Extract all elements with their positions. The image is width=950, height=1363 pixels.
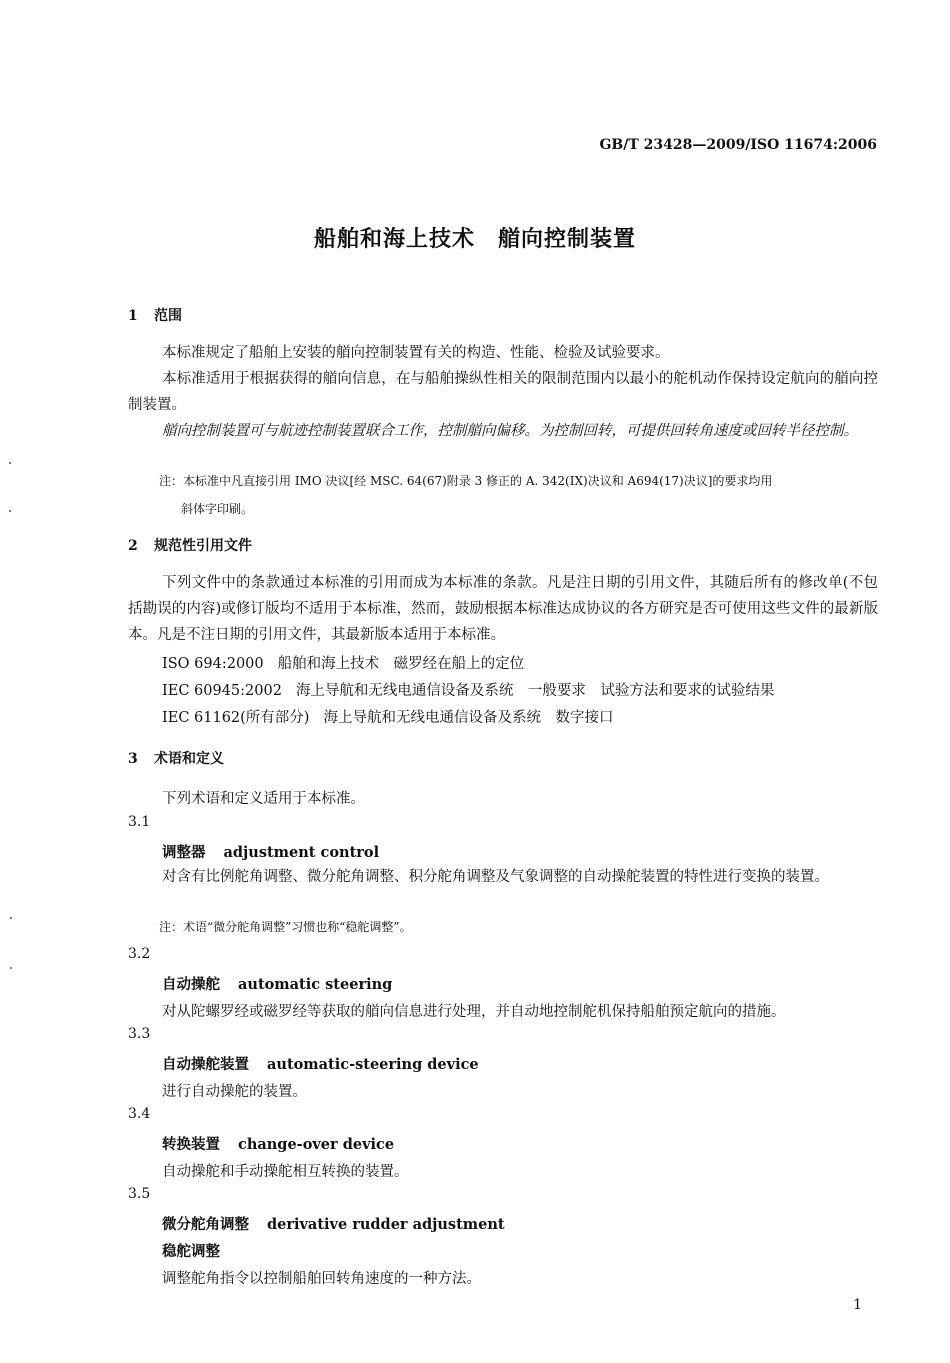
section-1-heading — [128, 305, 182, 325]
term-en: automatic-steering device — [267, 1056, 479, 1073]
scan-speck — [9, 462, 11, 464]
section-1-paragraph-1: 本标准规定了船舶上安装的艏向控制装置有关的构造、性能、检验及试验要求。 — [162, 345, 670, 361]
reference-code: IEC 61162(所有部分) — [162, 710, 310, 726]
term-heading — [162, 841, 379, 862]
scan-speck — [10, 917, 12, 919]
reference-item — [162, 652, 524, 673]
term-definition: 对含有比例舵角调整、微分舵角调整、积分舵角调整及气象调整的自动操舵装置的特性进行变换的装置。 — [162, 869, 829, 885]
page-number: 1 — [853, 1297, 862, 1313]
term-heading — [162, 1213, 505, 1234]
section-2-paragraph-1: 下列文件中的条款通过本标准的引用而成为本标准的条款。凡是注日期的引用文件，其随后所有的修改单(不包括勘误的内容)或修订版均不适用于本标准，然而，鼓励根据本标准达成协议的各方研究是否可使用这些文件的最新版本。凡是不注日期的引用文件，其最新版本适用于本标准。 — [128, 575, 878, 643]
term-en: change-over device — [238, 1136, 395, 1153]
term-en: automatic steering — [238, 976, 393, 993]
section-1-note-continued: 斜体字印刷。 — [181, 502, 254, 516]
reference-item — [162, 706, 613, 727]
term-zh: 转换装置 — [162, 1136, 220, 1153]
section-3-heading — [128, 748, 224, 768]
term-alternative: 稳舵调整 — [162, 1243, 220, 1260]
term-zh: 自动操舵装置 — [162, 1056, 249, 1073]
term-en: derivative rudder adjustment — [267, 1216, 505, 1233]
term-heading — [162, 1053, 479, 1074]
section-3-paragraph-1: 下列术语和定义适用于本标准。 — [162, 791, 365, 807]
term-number: 3.2 — [128, 946, 151, 962]
section-1-paragraph-2: 本标准适用于根据获得的艏向信息，在与船舶操纵性相关的限制范围内以最小的舵机动作保持设定航向的艏向控制装置。 — [128, 371, 878, 413]
scan-speck — [10, 967, 12, 969]
document-title: 船舶和海上技术 艏向控制装置 — [313, 226, 636, 252]
term-number: 3.5 — [128, 1186, 151, 1202]
section-title: 范围 — [154, 308, 182, 324]
section-number: 1 — [128, 308, 138, 324]
term-zh: 自动操舵 — [162, 976, 220, 993]
section-title: 术语和定义 — [154, 751, 224, 767]
section-2-heading — [128, 535, 252, 555]
term-definition: 自动操舵和手动操舵相互转换的装置。 — [162, 1164, 409, 1180]
term-zh: 调整器 — [162, 844, 206, 861]
scan-speck — [9, 510, 11, 512]
term-heading — [162, 1133, 394, 1154]
term-en: adjustment control — [223, 844, 380, 861]
section-number: 3 — [128, 751, 138, 767]
section-title: 规范性引用文件 — [154, 538, 252, 554]
reference-title: 海上导航和无线电通信设备及系统 数字接口 — [323, 710, 614, 726]
term-note: 注：术语“微分舵角调整”习惯也称“稳舵调整”。 — [159, 920, 412, 934]
term-heading — [162, 973, 392, 994]
reference-title: 海上导航和无线电通信设备及系统 一般要求 试验方法和要求的试验结果 — [295, 683, 775, 699]
reference-code: IEC 60945:2002 — [162, 683, 282, 699]
term-definition: 进行自动操舵的装置。 — [162, 1084, 307, 1100]
reference-item — [162, 679, 774, 700]
term-number: 3.4 — [128, 1106, 151, 1122]
section-number: 2 — [128, 538, 138, 554]
term-zh: 微分舵角调整 — [162, 1216, 249, 1233]
term-number: 3.3 — [128, 1026, 151, 1042]
standard-number: GB/T 23428—2009/ISO 11674:2006 — [599, 137, 877, 153]
section-1-paragraph-3: 艏向控制装置可与航迹控制装置联合工作，控制艏向偏移。为控制回转，可提供回转角速度或回转半径控制。 — [162, 423, 858, 439]
term-number: 3.1 — [128, 814, 151, 830]
term-definition: 对从陀螺罗经或磁罗经等获取的艏向信息进行处理，并自动地控制舵机保持船舶预定航向的措施。 — [162, 1004, 786, 1020]
reference-code: ISO 694:2000 — [162, 656, 264, 672]
term-definition: 调整舵角指令以控制船舶回转角速度的一种方法。 — [162, 1271, 481, 1287]
reference-title: 船舶和海上技术 磁罗经在船上的定位 — [277, 656, 525, 672]
section-1-note: 注：本标准中凡直接引用 IMO 决议[经 MSC. 64(67)附录 3 修正的 A. 342(IX)决议和 A694(17)决议]的要求均用 — [159, 474, 773, 488]
